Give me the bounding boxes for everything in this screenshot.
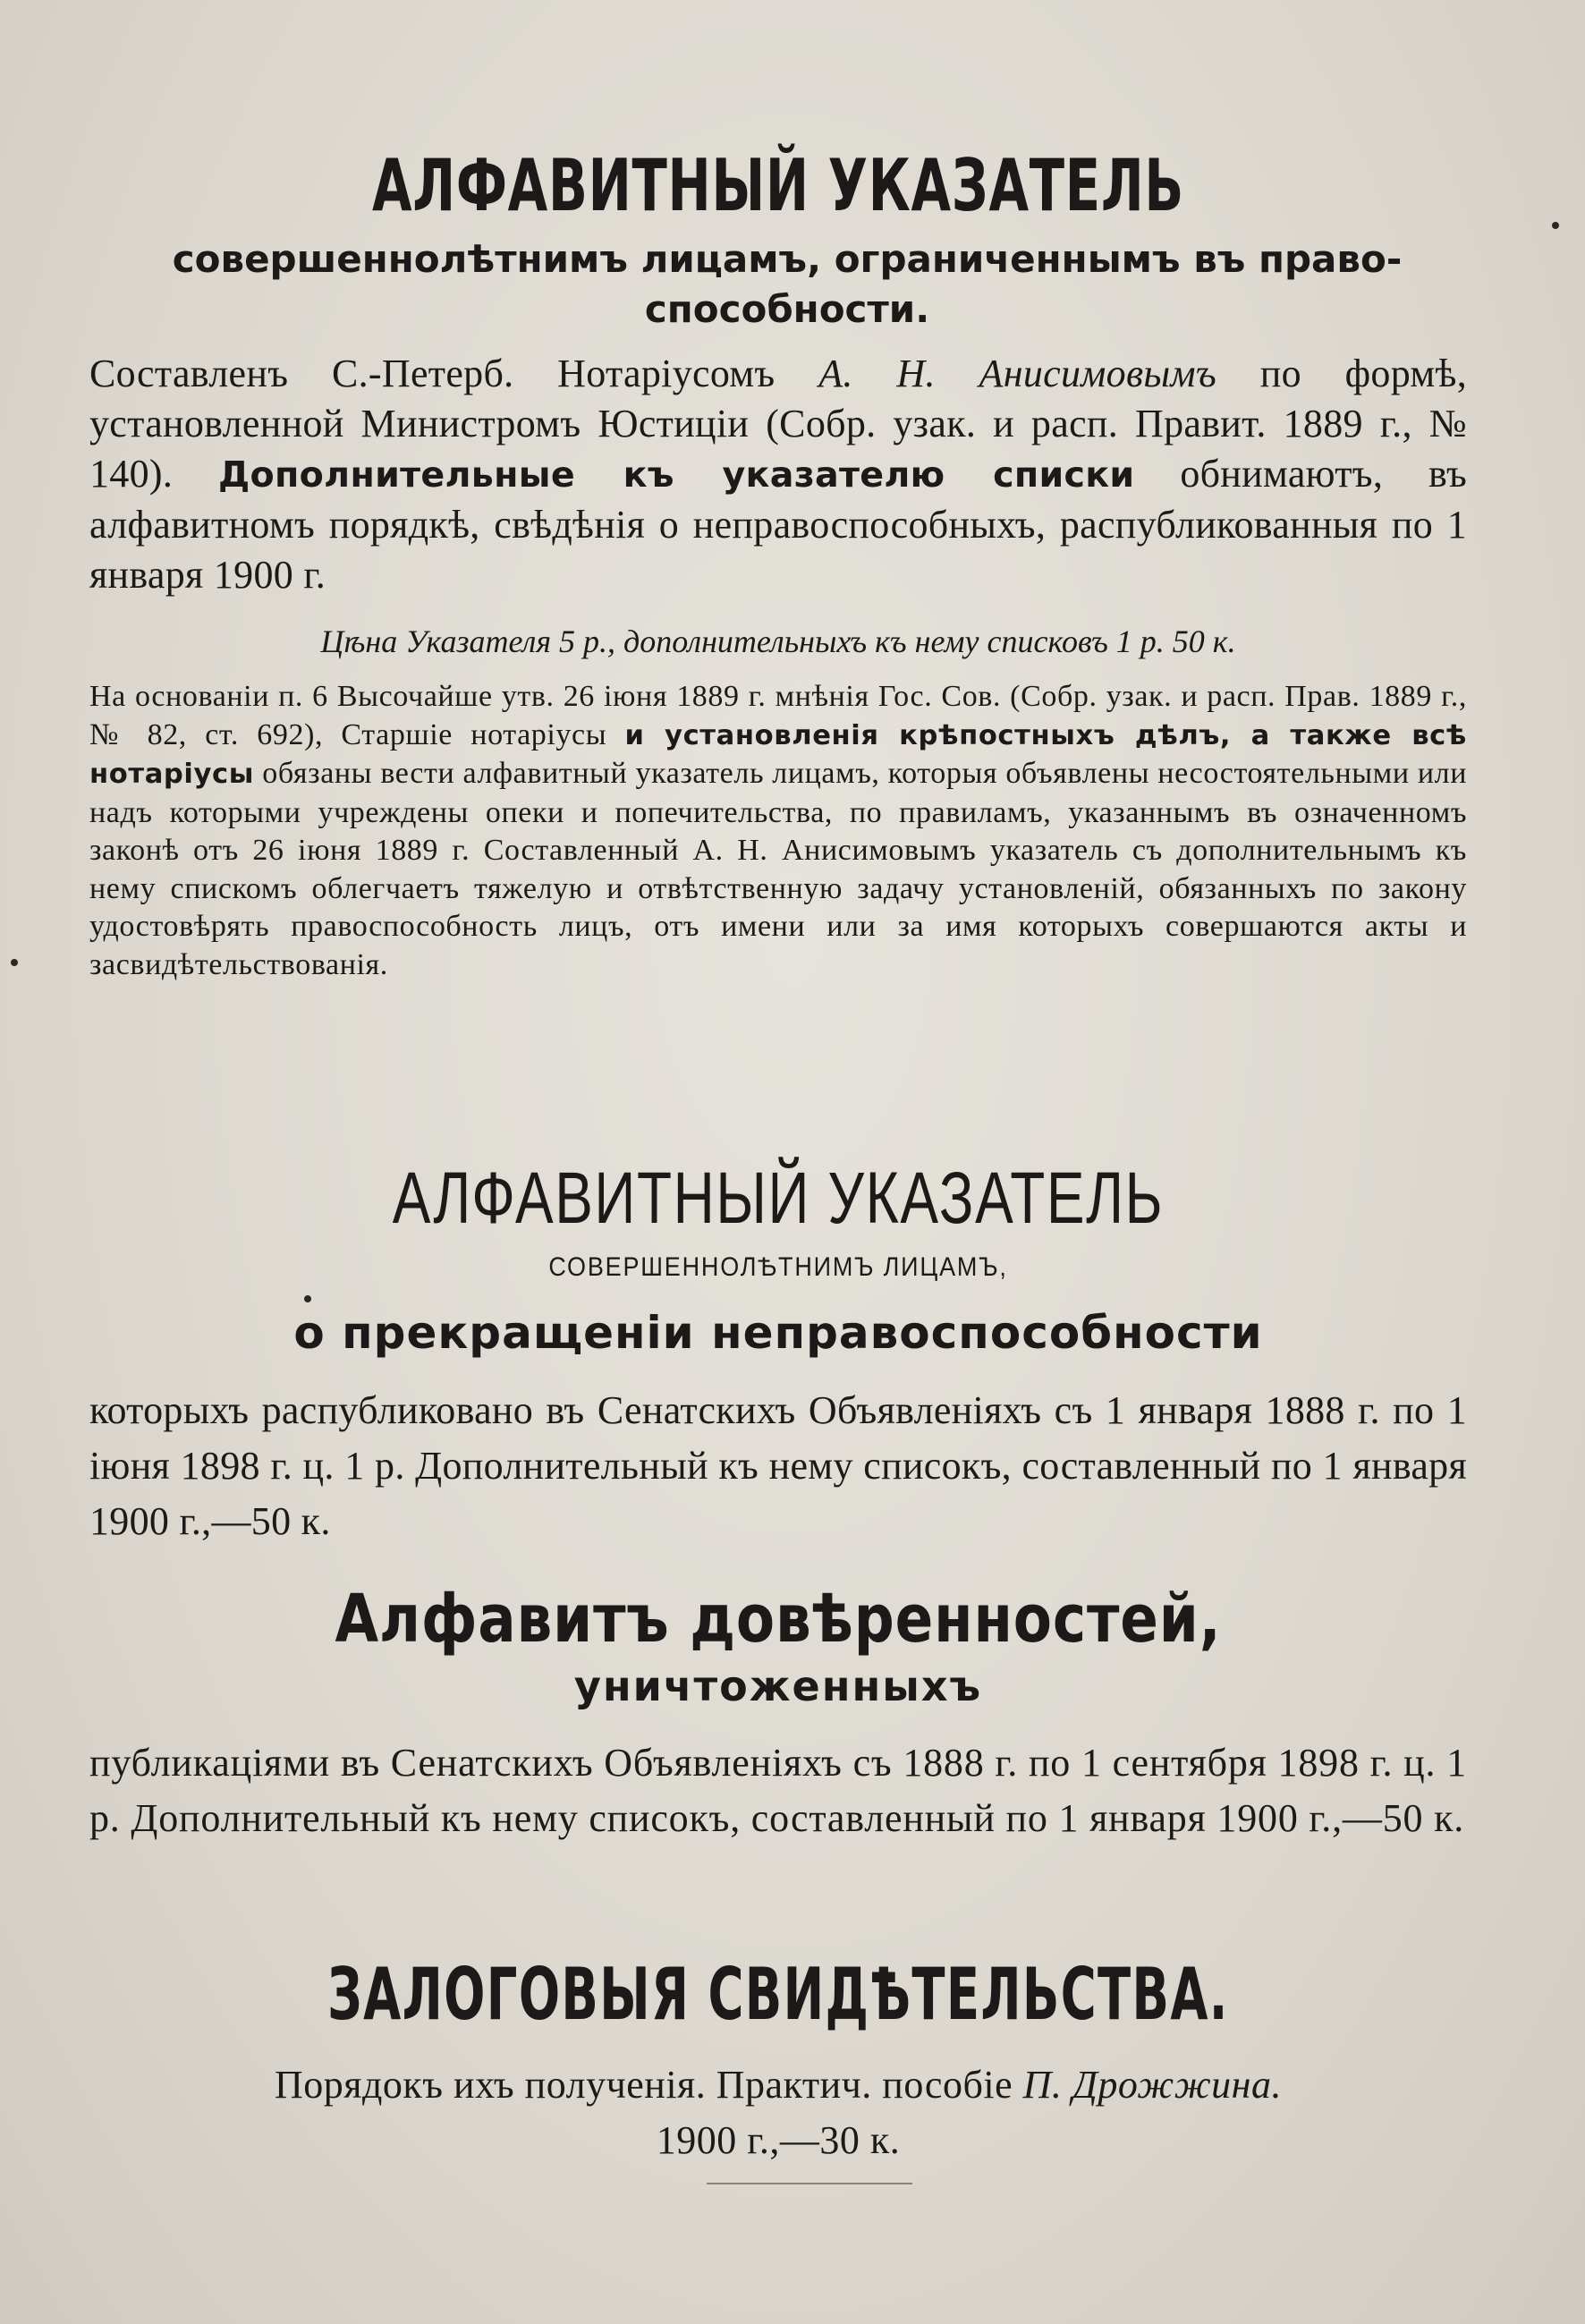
section-1-description-text-a: Составленъ С.-Петерб. Нотаріусомъ [89,352,819,395]
section-4-title: ЗАЛОГОВЫЯ СВИДѢТЕЛЬСТВА. [327,1953,1229,2036]
section-1-body-bold: и установленія крѣпостныхъ дѣлъ, а также всѣ нотаріусы [89,719,1467,790]
section-3-title-wrap [89,1579,1467,1659]
section-2-title-wrap [89,1154,1467,1243]
section-2-title: АЛФАВИТНЫЙ УКАЗАТЕЛЬ [392,1158,1165,1239]
section-1-body-text-a: На основаніи п. 6 Высочайше утв. 26 іюня 1889 г. мнѣнія Гос. Сов. (Собр. узак. и расп. Прав. 1889 г., № 82, ст. 692), Старшіе нотаріусы [89,680,1467,751]
section-4-description-line-1 [89,2057,1467,2113]
section-3-subtitle: уничтоженныхъ [573,1662,983,1710]
section-4-author: П. Дрожжина. [1022,2063,1282,2107]
section-1-title: АЛФАВИТНЫЙ УКАЗАТЕЛЬ [371,144,1185,227]
section-1-price: Цѣна Указателя 5 р., дополнительныхъ къ нему списковъ 1 р. 50 к. [320,623,1236,659]
section-1-title-wrap [89,141,1467,231]
section-1-body [89,678,1467,984]
section-2-subtitle-2: о прекращеніи неправоспособности [293,1307,1263,1359]
section-1-description-bold: Дополнительные къ указателю списки [218,454,1135,496]
section-3-description: публикаціями въ Сенатскихъ Объявленіяхъ съ 1888 г. по 1 сентября 1898 г. ц. 1 р. Дополнительный къ нему списокъ, составленный по 1 января 1900 г.,—50 к. [89,1741,1467,1840]
section-3-title: Алфавитъ довѣренностей, [335,1581,1222,1658]
section-1-description-text-c: обнимаютъ, въ алфавитномъ порядкѣ, свѣдѣнія о неправоспособныхъ, распубликованныя по 1 января 1900 г. [89,452,1468,597]
section-1-author: А. Н. Анисимовымъ [818,352,1216,395]
speck [1552,222,1559,229]
section-1-subtitle: совершеннолѣтнимъ лицамъ, ограниченнымъ въ право-способности. [172,237,1403,331]
speck [11,959,18,966]
section-4-description [89,2057,1467,2168]
section-1-description-text-b: по формѣ, установленной Министромъ Юстиціи (Собр. узак. и расп. Правит. 1889 г., № 140). [89,352,1467,496]
section-2-subtitle-1: СОВЕРШЕННОЛѢТНИМЪ ЛИЦАМЪ, [548,1252,1008,1282]
section-2-description: которыхъ распубликовано въ Сенатскихъ Объявленіяхъ съ 1 января 1888 г. по 1 іюня 1898 г. ц. 1 р. Дополнительный къ нему списокъ, составленный по 1 января 1900 г.,—50 к. [89,1388,1467,1543]
bottom-rule [707,2183,912,2184]
speck [304,1295,311,1302]
section-4-description-text-a: Порядокъ ихъ полученія. Практич. пособіе [275,2063,1023,2107]
section-1-description [89,349,1467,600]
section-4-title-wrap [89,1950,1467,2040]
section-1-body-text-b: обязаны вести алфавитный указатель лицамъ, которыя объявлены несостоятельными или надъ которыми учреждены опеки и попечительства, по правиламъ, указаннымъ въ означенномъ законѣ отъ 26 іюня 1889 г. Составленный А. Н. Анисимовымъ указатель съ дополнительнымъ къ нему спискомъ облегчаетъ тяжелую и отвѣтственную задачу установленій, обязанныхъ по закону удостовѣрять правоспособность лицъ, отъ имени или за имя которыхъ совершаются акты и засвидѣтельствованія. [89,757,1467,981]
section-4-description-line-2: 1900 г.,—30 к. [656,2118,901,2162]
